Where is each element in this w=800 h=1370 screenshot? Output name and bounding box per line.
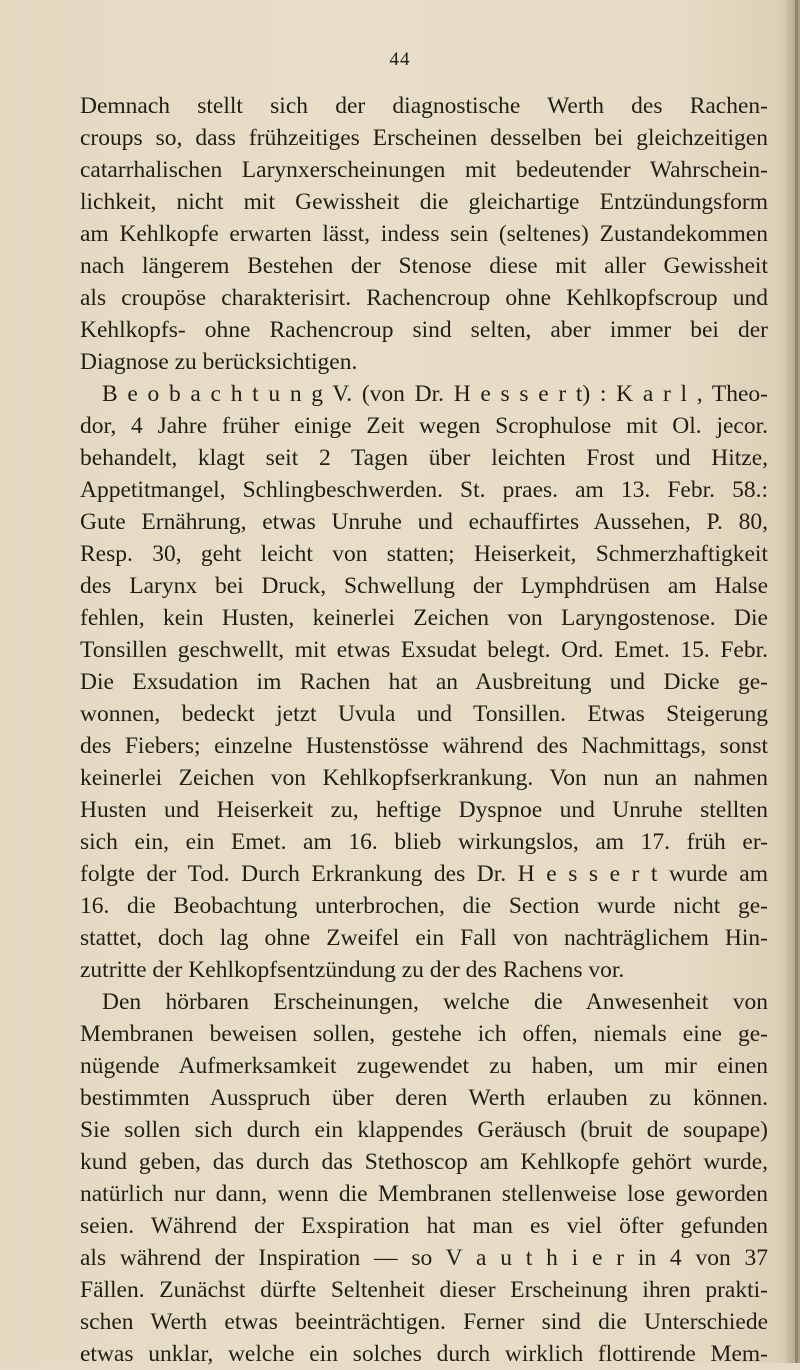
text-line: stattet, doch lag ohne Zweifel ein Fall von nachträglichem Hin- xyxy=(80,925,768,951)
text-line: Kehlkopfs- ohne Rachencroup sind selten, aber immer bei der xyxy=(80,317,768,343)
text-line: Demnach stellt sich der diagnostische Werth des Rachen- xyxy=(80,93,768,119)
body-text xyxy=(80,90,768,1370)
text-line: des Larynx bei Druck, Schwellung der Lymphdrüsen am Halse xyxy=(80,573,768,599)
text-line: kund geben, das durch das Stethoscop am Kehlkopfe gehört wurde, xyxy=(80,1149,768,1175)
text-line: schen Werth etwas beeinträchtigen. Ferner sind die Unterschiede xyxy=(80,1309,768,1335)
text-line: Membranen beweisen sollen, gestehe ich offen, niemals eine ge- xyxy=(80,1021,768,1047)
text-line: Den hörbaren Erscheinungen, welche die Anwesenheit von xyxy=(102,989,768,1015)
page-edge xyxy=(786,0,800,1363)
text-line: wonnen, bedeckt jetzt Uvula und Tonsillen. Etwas Steigerung xyxy=(80,701,768,727)
text-line: Sie sollen sich durch ein klappendes Geräusch (bruit de soupape) xyxy=(80,1117,768,1143)
text-line: croups so, dass frühzeitiges Erscheinen desselben bei gleichzeitigen xyxy=(80,125,768,151)
text-line: lichkeit, nicht mit Gewissheit die gleichartige Entzündungsform xyxy=(80,189,768,215)
text-line: etwas unklar, welche ein solches durch wirklich flottirende Mem- xyxy=(80,1341,768,1367)
text-line: Fällen. Zunächst dürfte Seltenheit dieser Erscheinung ihren prakti- xyxy=(80,1277,768,1303)
text-line: 16. die Beobachtung unterbrochen, die Section wurde nicht ge- xyxy=(80,893,768,919)
text-line: folgte der Tod. Durch Erkrankung des Dr. H e s s e r t wurde am xyxy=(80,861,768,887)
text-line: zutritte der Kehlkopfsentzündung zu der des Rachens vor. xyxy=(80,957,625,983)
text-line: behandelt, klagt seit 2 Tagen über leichten Frost und Hitze, xyxy=(80,445,768,471)
text-line: Resp. 30, geht leicht von statten; Heiserkeit, Schmerzhaftigkeit xyxy=(80,541,768,567)
text-line: als croupöse charakterisirt. Rachencroup ohne Kehlkopfscroup und xyxy=(80,285,768,311)
page-number: 44 xyxy=(389,49,411,70)
text-line: Appetitmangel, Schlingbeschwerden. St. praes. am 13. Febr. 58.: xyxy=(80,477,768,503)
text-line: nach längerem Bestehen der Stenose diese mit aller Gewissheit xyxy=(80,253,768,279)
text-line: des Fiebers; einzelne Hustenstösse während des Nachmittags, sonst xyxy=(80,733,768,759)
text-line: sich ein, ein Emet. am 16. blieb wirkungslos, am 17. früh er- xyxy=(80,829,768,855)
text-line: natürlich nur dann, wenn die Membranen stellenweise lose geworden xyxy=(80,1181,768,1207)
text-line: Die Exsudation im Rachen hat an Ausbreitung und Dicke ge- xyxy=(80,669,768,695)
text-line: Gute Ernährung, etwas Unruhe und echauffirtes Aussehen, P. 80, xyxy=(80,509,768,535)
text-line: B e o b a c h t u n g V. (von Dr. H e s s e r t) : K a r l , Theo- xyxy=(102,381,768,407)
text-line: als während der Inspiration — so V a u t h i e r in 4 von 37 xyxy=(80,1245,768,1271)
text-line: Husten und Heiserkeit zu, heftige Dyspnoe und Unruhe stellten xyxy=(80,797,768,823)
text-line: nügende Aufmerksamkeit zugewendet zu haben, um mir einen xyxy=(80,1053,768,1079)
text-line: bestimmten Ausspruch über deren Werth erlauben zu können. xyxy=(80,1085,768,1111)
text-line: dor, 4 Jahre früher einige Zeit wegen Scrophulose mit Ol. jecor. xyxy=(80,413,768,439)
text-line: Diagnose zu berücksichtigen. xyxy=(80,349,358,375)
text-line: fehlen, kein Husten, keinerlei Zeichen von Laryngostenose. Die xyxy=(80,605,768,631)
text-line: catarrhalischen Larynxerscheinungen mit bedeutender Wahrschein- xyxy=(80,157,768,183)
text-line: am Kehlkopfe erwarten lässt, indess sein (seltenes) Zustandekommen xyxy=(80,221,768,247)
text-line: Tonsillen geschwellt, mit etwas Exsudat belegt. Ord. Emet. 15. Febr. xyxy=(80,637,768,663)
text-line: keinerlei Zeichen von Kehlkopfserkrankung. Von nun an nahmen xyxy=(80,765,768,791)
text-line: seien. Während der Exspiration hat man es viel öfter gefunden xyxy=(80,1213,768,1239)
